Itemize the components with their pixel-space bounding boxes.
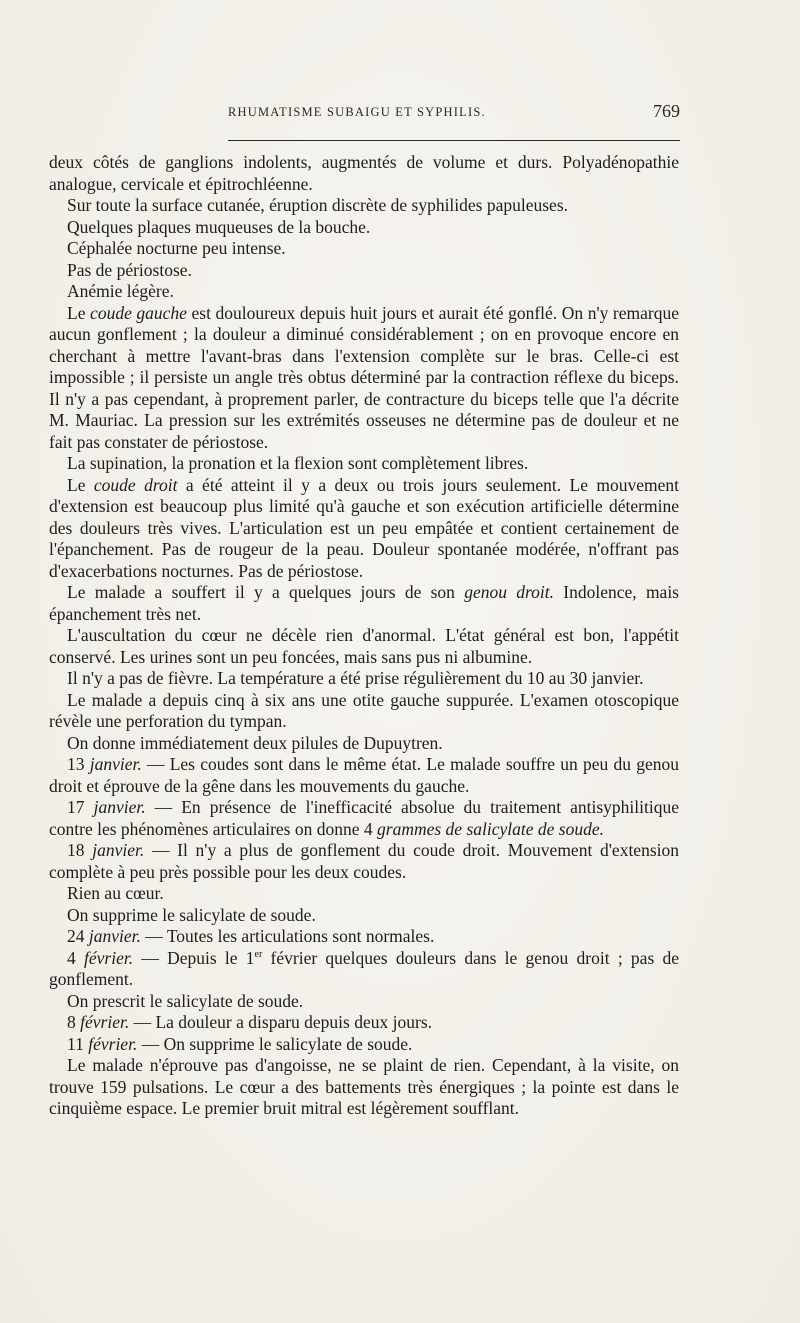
paragraph: On donne immédiatement deux pilules de Dupuytren. xyxy=(67,732,443,753)
paragraph: La supination, la pronation et la flexion sont complètement libres. xyxy=(67,453,529,473)
paragraph: Rien au cœur. xyxy=(67,883,164,903)
running-title: RHUMATISME SUBAIGU ET SYPHILIS. xyxy=(228,105,486,119)
paragraph: On supprime le salicylate de soude. xyxy=(67,904,316,925)
paragraph: Il n'y a pas de fièvre. La température a été prise régulièrement du 10 au 30 janvier. xyxy=(67,668,644,688)
paragraph: deux côtés de ganglions indolents, augmentés de volume et durs. Polyadénopathie analogue, cervicale et épitrochléenne. xyxy=(49,152,679,194)
paragraph: 4 février. — Depuis le 1er février quelques douleurs dans le genou droit ; pas de gonflement. xyxy=(49,947,680,989)
paragraph: 11 février. — On supprime le salicylate de soude. xyxy=(67,1033,413,1054)
paragraph: Quelques plaques muqueuses de la bouche. xyxy=(67,216,371,237)
page-header xyxy=(228,101,680,125)
page-number: 769 xyxy=(653,101,680,121)
paragraph: 17 janvier. — En présence de l'inefficacité absolue du traitement antisyphilitique contre les phénomènes articulaires on donne 4 grammes de salicylate de soude. xyxy=(49,797,680,839)
paragraph: Le malade a depuis cinq à six ans une otite gauche suppurée. L'examen otoscopique révèle une perforation du tympan. xyxy=(49,689,679,731)
paragraph: Le coude droit a été atteint il y a deux ou trois jours seulement. Le mouvement d'extension est beaucoup plus limité qu'à gauche et son exécution artificielle détermine des douleurs très vives. L'articulation est un peu empâtée et contient certainement de l'épanchement. Pas de rougeur de la peau. Douleur spontanée modérée, n'offrant pas d'exacerbations nocturnes. Pas de périostose. xyxy=(49,474,680,581)
paragraph: Le coude gauche est douloureux depuis huit jours et aurait été gonflé. On n'y remarque aucun gonflement ; la douleur a diminué considérablement ; on en provoque encore en cherchant à mettre l'avant-bras dans l'extension complète sur le bras. Celle-ci est impossible ; il persiste un angle très obtus déterminé par la contraction réflexe du biceps. Il n'y a pas cependant, à proprement parler, de contracture du biceps telle que l'a décrite M. Mauriac. La pression sur les extrémités osseuses ne détermine pas de douleur et ne fait pas constater de périostose. xyxy=(49,302,679,452)
paragraph: Céphalée nocturne peu intense. xyxy=(67,238,286,258)
paragraph: Sur toute la surface cutanée, éruption discrète de syphilides papuleuses. xyxy=(67,195,569,215)
paragraph: 18 janvier. — Il n'y a plus de gonflement du coude droit. Mouvement d'extension complète à peu près possible pour les deux coudes. xyxy=(49,840,679,882)
paragraph: Le malade a souffert il y a quelques jours de son genou droit. Indolence, mais épanchement très net. xyxy=(49,582,679,624)
paragraph: 13 janvier. — Les coudes sont dans le même état. Le malade souffre un peu du genou droit et éprouve de la gêne dans les mouvements du gauche. xyxy=(49,754,680,796)
paragraph: L'auscultation du cœur ne décèle rien d'anormal. L'état général est bon, l'appétit conservé. Les urines sont un peu foncées, mais sans pus ni albumine. xyxy=(49,625,679,667)
body-text xyxy=(49,152,679,1120)
paragraph: 24 janvier. — Toutes les articulations sont normales. xyxy=(67,926,435,946)
paragraph: Le malade n'éprouve pas d'angoisse, ne se plaint de rien. Cependant, à la visite, on trouve 159 pulsations. Le cœur a des battements très énergiques ; la pointe est dans le cinquième espace. Le premier bruit mitral est légèrement soufflant. xyxy=(49,1055,679,1118)
paragraph: Pas de périostose. xyxy=(67,259,192,280)
paragraph: Anémie légère. xyxy=(67,281,174,301)
paragraph: 8 février. — La douleur a disparu depuis deux jours. xyxy=(67,1012,432,1032)
paragraph: On prescrit le salicylate de soude. xyxy=(67,990,304,1011)
header-rule xyxy=(228,140,680,141)
